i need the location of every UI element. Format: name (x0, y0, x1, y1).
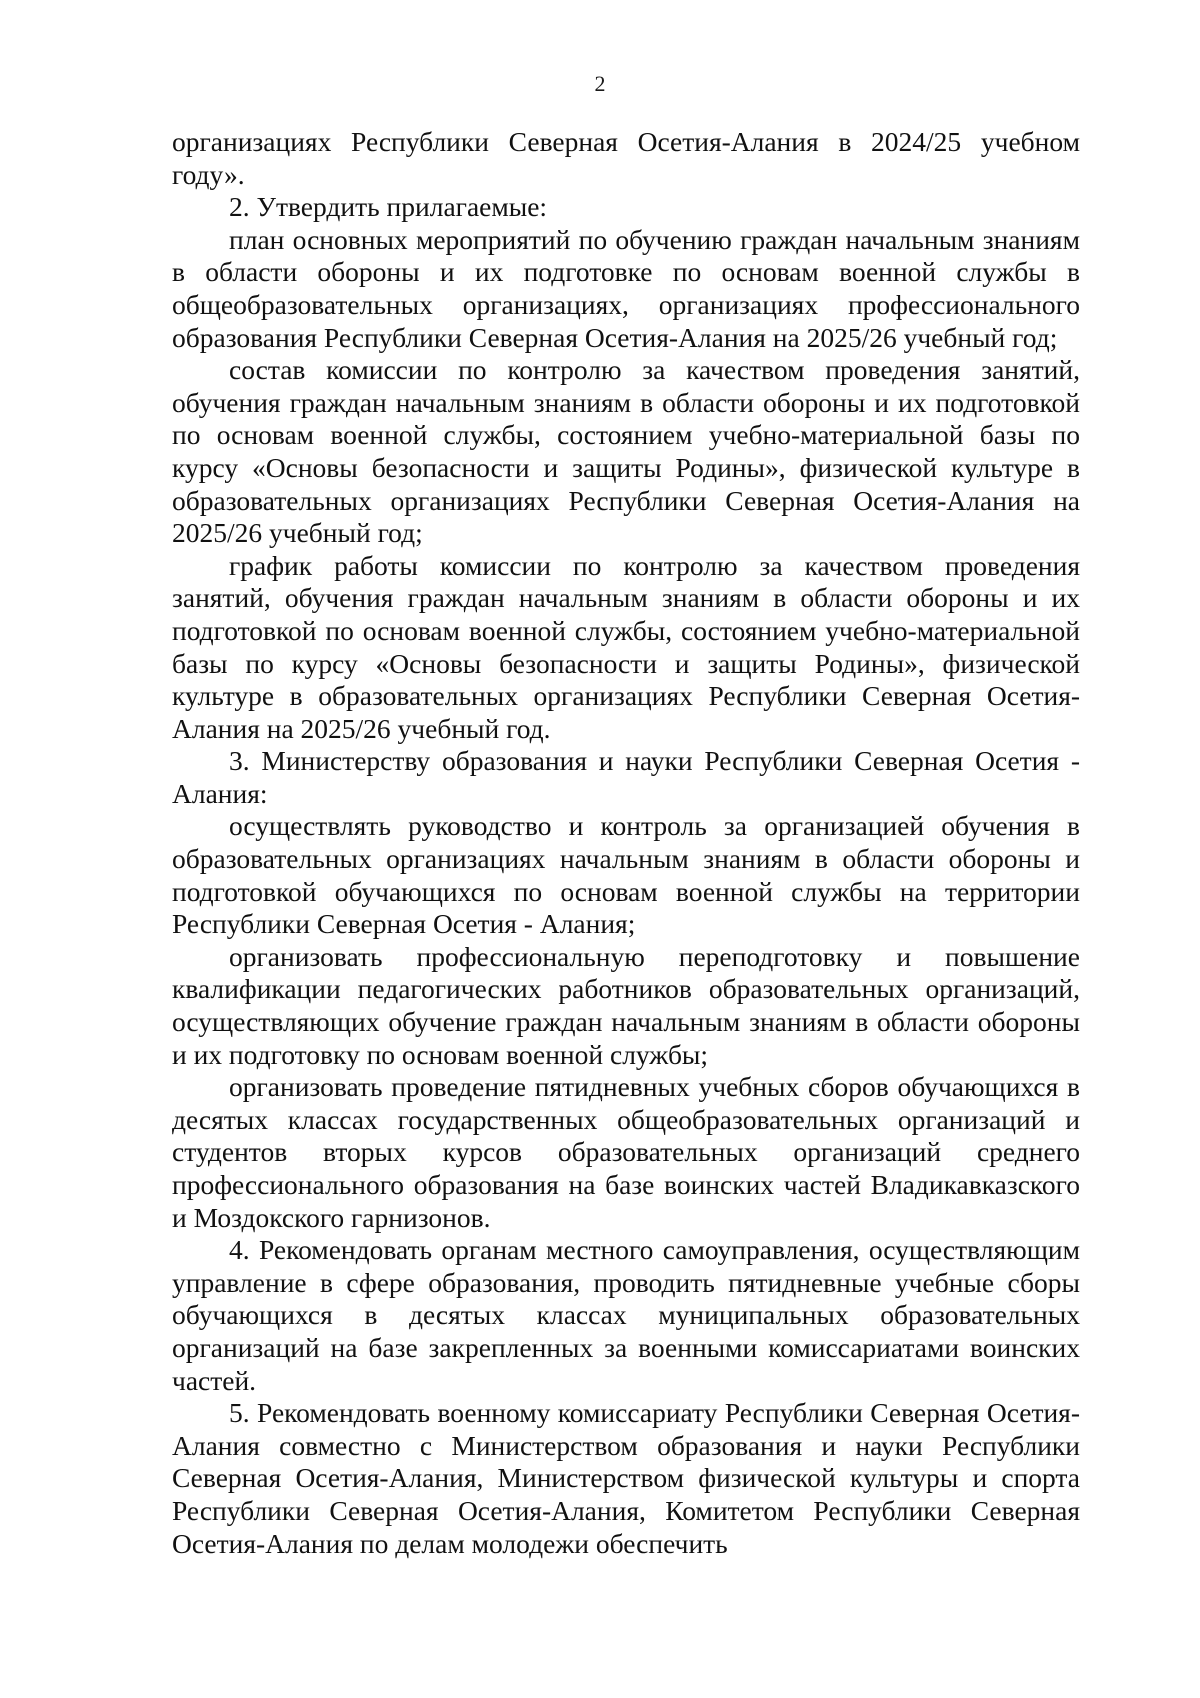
paragraph-supervision: осуществлять руководство и контроль за организацией обучения в образовательных организациях начальным знаниям в области обороны и подготовкой обучающихся по основам военной службы на территории Республики Северная Осетия - Алания; (172, 810, 1080, 940)
paragraph-training-camps: организовать проведение пятидневных учебных сборов обучающихся в десятых классах государственных общеобразовательных организаций и студентов вторых курсов образовательных организаций среднего профессионального образования на базе воинских частей Владикавказского и Моздокского гарнизонов. (172, 1071, 1080, 1233)
paragraph-item-4: 4. Рекомендовать органам местного самоуправления, осуществляющим управление в сфере образования, проводить пятидневные учебные сборы обучающихся в десятых классах муниципальных образовательных организаций на базе закрепленных за военными комиссариатами воинских частей. (172, 1234, 1080, 1396)
paragraph-commission-schedule: график работы комиссии по контролю за качеством проведения занятий, обучения граждан начальным знаниям в области обороны и их подготовкой по основам военной службы, состоянием учебно-материальной базы по курсу «Основы безопасности и защиты Родины», физической культуре в образовательных организациях Республики Северная Осетия-Алания на 2025/26 учебный год. (172, 549, 1080, 744)
paragraph-commission-composition: состав комиссии по контролю за качеством проведения занятий, обучения граждан начальным знаниям в области обороны и их подготовкой по основам военной службы, состоянием учебно-материальной базы по курсу «Основы безопасности и защиты Родины», физической культуре в образовательных организациях Республики Северная Осетия-Алания на 2025/26 учебный год; (172, 354, 1080, 549)
paragraph-continuation: организациях Республики Северная Осетия-Алания в 2024/25 учебном году». (172, 126, 1080, 190)
page-number: 2 (594, 71, 606, 96)
paragraph-retraining: организовать профессиональную переподготовку и повышение квалификации педагогических работников образовательных организаций, осуществляющих обучение граждан начальным знаниям в области обороны и их подготовку по основам военной службы; (172, 940, 1080, 1070)
paragraph-plan: план основных мероприятий по обучению граждан начальным знаниям в области обороны и их подготовке по основам военной службы в общеобразовательных организациях, организациях профессионального образования Республики Северная Осетия-Алания на 2025/26 учебный год; (172, 223, 1080, 353)
paragraph-item-3: 3. Министерству образования и науки Республики Северная Осетия - Алания: (172, 745, 1080, 809)
document-body (172, 126, 1080, 1560)
paragraph-item-2: 2. Утвердить прилагаемые: (229, 191, 548, 223)
paragraph-item-5: 5. Рекомендовать военному комиссариату Республики Северная Осетия-Алания совместно с Министерством образования и науки Республики Северная Осетия-Алания, Министерством физической культуры и спорта Республики Северная Осетия-Алания, Комитетом Республики Северная Осетия-Алания по делам молодежи обеспечить (172, 1397, 1080, 1559)
